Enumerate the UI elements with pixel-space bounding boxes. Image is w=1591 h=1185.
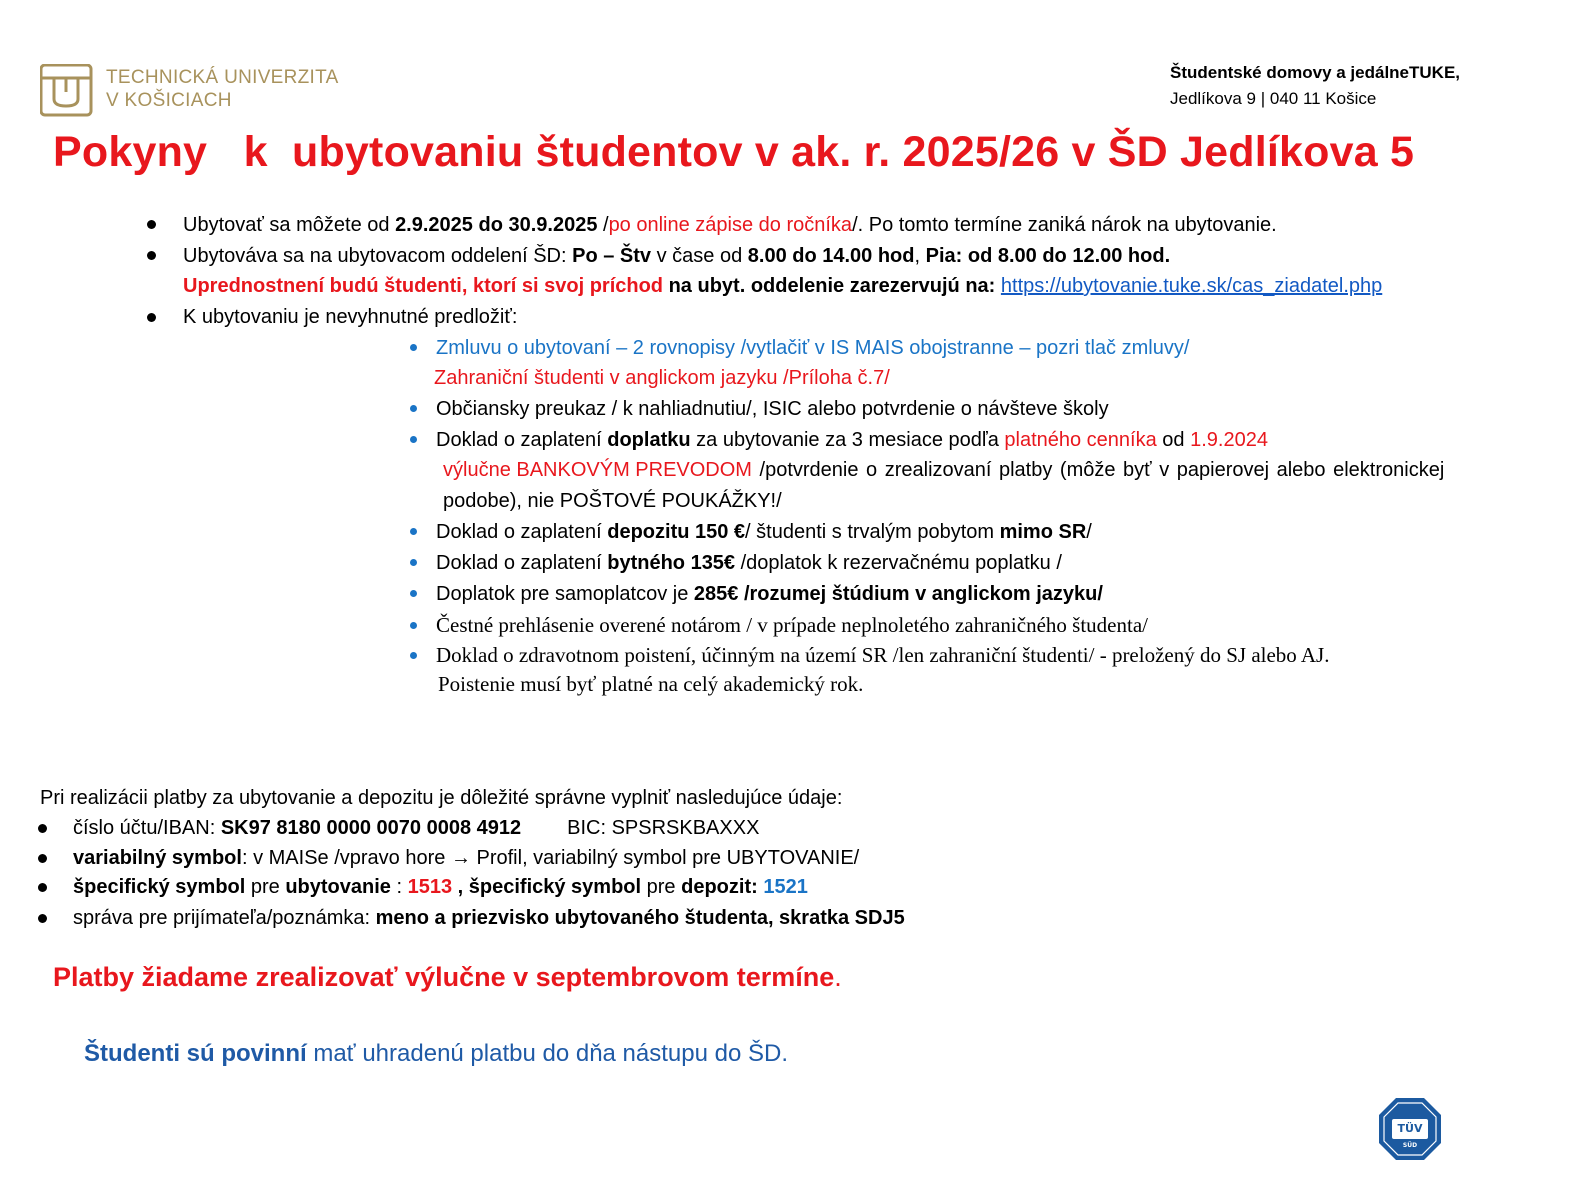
text: pre bbox=[245, 876, 286, 898]
sub-bullet-dot bbox=[410, 590, 417, 597]
text: / študenti s trvalým pobytom bbox=[745, 521, 1000, 543]
date-range: 2.9.2025 do 30.9.2025 bbox=[395, 214, 598, 236]
payment-iban bbox=[73, 813, 759, 843]
text: / bbox=[1086, 521, 1092, 543]
doc-payment-line3: podobe), nie POŠTOVÉ POUKÁŽKY!/ bbox=[443, 490, 782, 512]
text: od bbox=[1156, 429, 1191, 451]
text: Ubytovať sa môžete od bbox=[183, 214, 396, 236]
text: Doklad o zaplatení bbox=[436, 521, 608, 543]
sub-bullet-dot bbox=[410, 652, 417, 659]
bullet-dot bbox=[38, 914, 47, 923]
text: správa pre prijímateľa/poznámka: bbox=[73, 907, 376, 929]
text: Doklad o zaplatení bbox=[436, 429, 608, 451]
page-title: Pokyny k ubytovaniu študentov v ak. r. 2025/26 v ŠD Jedlíkova 5 bbox=[53, 128, 1415, 176]
doc-contract-foreign: Zahraniční študenti v anglickom jazyku /Príloha č.7/ bbox=[434, 367, 890, 389]
payment-variable-symbol bbox=[73, 843, 859, 873]
list-item-required: K ubytovaniu je nevyhnutné predložiť: bbox=[183, 306, 518, 328]
text-bold: meno a priezvisko ubytovaného študenta, skratka SDJ5 bbox=[375, 907, 905, 929]
text-highlight: výlučne BANKOVÝM PREVODOM bbox=[443, 459, 752, 481]
doc-insurance-line2: Poistenie musí byť platné na celý akademický rok. bbox=[438, 672, 864, 696]
text: pre bbox=[641, 876, 682, 898]
text-bold: doplatku bbox=[607, 429, 691, 451]
university-name bbox=[106, 66, 339, 112]
text: /. Po tomto termíne zaniká nárok na ubytovanie. bbox=[852, 214, 1277, 236]
text: /potvrdenie o zrealizovaní platby (môže byť v papierovej alebo elektronickej bbox=[751, 459, 1445, 481]
sub-bullet-dot bbox=[410, 559, 417, 566]
text-bold: depozit: bbox=[681, 876, 764, 898]
text: /doplatok k rezervačnému poplatku / bbox=[735, 552, 1062, 574]
text: . bbox=[834, 962, 842, 992]
sub-bullet-dot bbox=[410, 405, 417, 412]
sub-bullet-dot bbox=[410, 528, 417, 535]
text: za ubytovanie za 3 mesiace podľa bbox=[690, 429, 1005, 451]
friday-hours: Pia: od 8.00 do 12.00 hod. bbox=[925, 245, 1171, 267]
tuv-text: TÜV bbox=[1397, 1122, 1423, 1135]
payment-note bbox=[73, 903, 905, 933]
payment-intro: Pri realizácii platby za ubytovanie a depozitu je dôležité správne vyplniť nasledujúce údaje: bbox=[40, 787, 843, 809]
logo-line1: TECHNICKÁ UNIVERZITA bbox=[106, 67, 339, 88]
text: : v MAISe /vpravo hore → Profil, variabilný symbol pre UBYTOVANIE/ bbox=[241, 847, 860, 869]
bic-value: BIC: SPSRSKBAXXX bbox=[567, 817, 760, 839]
text: / bbox=[597, 214, 609, 236]
text-bold: ubytovanie bbox=[285, 876, 391, 898]
text: , bbox=[914, 245, 926, 267]
reservation-link[interactable]: https://ubytovanie.tuke.sk/cas_ziadatel.php bbox=[1000, 275, 1383, 297]
text: Ubytováva sa na ubytovacom oddelení ŠD: bbox=[183, 245, 573, 267]
logo-line2: V KOŠICIACH bbox=[106, 90, 232, 111]
text-bold: 285€ /rozumej štúdium v anglickom jazyku/ bbox=[693, 583, 1103, 605]
iban-value: SK97 8180 0000 0070 0008 4912 bbox=[220, 817, 522, 839]
address-line2: Jedlíkova 9 | 040 11 Košice bbox=[1170, 89, 1377, 108]
text: Doplatok pre samoplatcov je bbox=[436, 583, 694, 605]
text-bold: depozitu 150 € bbox=[607, 521, 746, 543]
text: číslo účtu/IBAN: bbox=[73, 817, 221, 839]
text: v čase od bbox=[651, 245, 748, 267]
text-bold: Študenti sú povinní bbox=[84, 1040, 307, 1067]
address-block bbox=[1170, 60, 1460, 112]
text: : bbox=[390, 876, 408, 898]
doc-self-payers bbox=[436, 579, 1103, 609]
days: Po – Štv bbox=[572, 245, 652, 267]
sub-bullet-dot bbox=[410, 436, 417, 443]
text-bold: variabilný symbol bbox=[73, 847, 242, 869]
list-item-hours bbox=[183, 241, 1170, 271]
bullet-dot bbox=[38, 824, 47, 833]
sud-text: SÜD bbox=[1402, 1142, 1418, 1149]
doc-declaration: Čestné prehlásenie overené notárom / v prípade neplnoletého zahraničného študenta/ bbox=[436, 613, 1148, 637]
bullet-dot bbox=[147, 220, 156, 229]
bullet-dot bbox=[38, 854, 47, 863]
text-highlight: platného cenníka bbox=[1004, 429, 1157, 451]
tuv-certification-badge bbox=[1377, 1096, 1443, 1162]
doc-insurance: Doklad o zdravotnom poistení, účinným na území SR /len zahraniční študenti/ - preložený do SJ alebo AJ. bbox=[436, 643, 1330, 667]
text: , bbox=[452, 876, 469, 898]
text-bold: mimo SR bbox=[999, 521, 1087, 543]
text: mať uhradenú platbu do dňa nástupu do ŠD. bbox=[306, 1040, 789, 1067]
doc-payment-line2 bbox=[443, 455, 1565, 485]
text-highlight: po online zápise do ročníka bbox=[608, 214, 853, 236]
bullet-dot bbox=[147, 313, 156, 322]
text: Platby žiadame zrealizovať výlučne v septembrovom termíne bbox=[53, 962, 835, 992]
text-bold: špecifický symbol bbox=[468, 876, 642, 898]
text: Doklad o zaplatení bbox=[436, 552, 608, 574]
payment-specific-symbol bbox=[73, 872, 808, 902]
text-bold: špecifický symbol bbox=[73, 876, 246, 898]
doc-id: Občiansky preukaz / k nahliadnutiu/, ISIC alebo potvrdenie o návšteve školy bbox=[436, 398, 1109, 420]
text-highlight: Uprednostnení budú študenti, ktorí si svoj príchod bbox=[183, 275, 664, 297]
symbol-deposit: 1521 bbox=[763, 876, 808, 898]
text: na ubyt. oddelenie zarezervujú na: bbox=[663, 275, 1001, 297]
text-bold: bytného 135€ bbox=[607, 552, 736, 574]
symbol-accommodation: 1513 bbox=[407, 876, 453, 898]
doc-payment bbox=[436, 425, 1268, 455]
reservation-line bbox=[183, 271, 1382, 301]
bullet-dot bbox=[38, 883, 47, 892]
students-obligation-note bbox=[84, 1040, 788, 1068]
bullet-dot bbox=[147, 251, 156, 260]
list-item-dates bbox=[183, 210, 1277, 240]
sub-bullet-dot bbox=[410, 622, 417, 629]
hours: 8.00 do 14.00 hod bbox=[747, 245, 915, 267]
doc-rent bbox=[436, 548, 1062, 578]
doc-deposit bbox=[436, 517, 1092, 547]
doc-contract: Zmluvu o ubytovaní – 2 rovnopisy /vytlačiť v IS MAIS obojstranne – pozri tlač zmluvy/ bbox=[436, 337, 1190, 359]
address-line1: Študentské domovy a jedálneTUKE, bbox=[1170, 63, 1461, 82]
date: 1.9.2024 bbox=[1190, 429, 1268, 451]
payment-deadline-note bbox=[53, 962, 842, 993]
sub-bullet-dot bbox=[410, 344, 417, 351]
